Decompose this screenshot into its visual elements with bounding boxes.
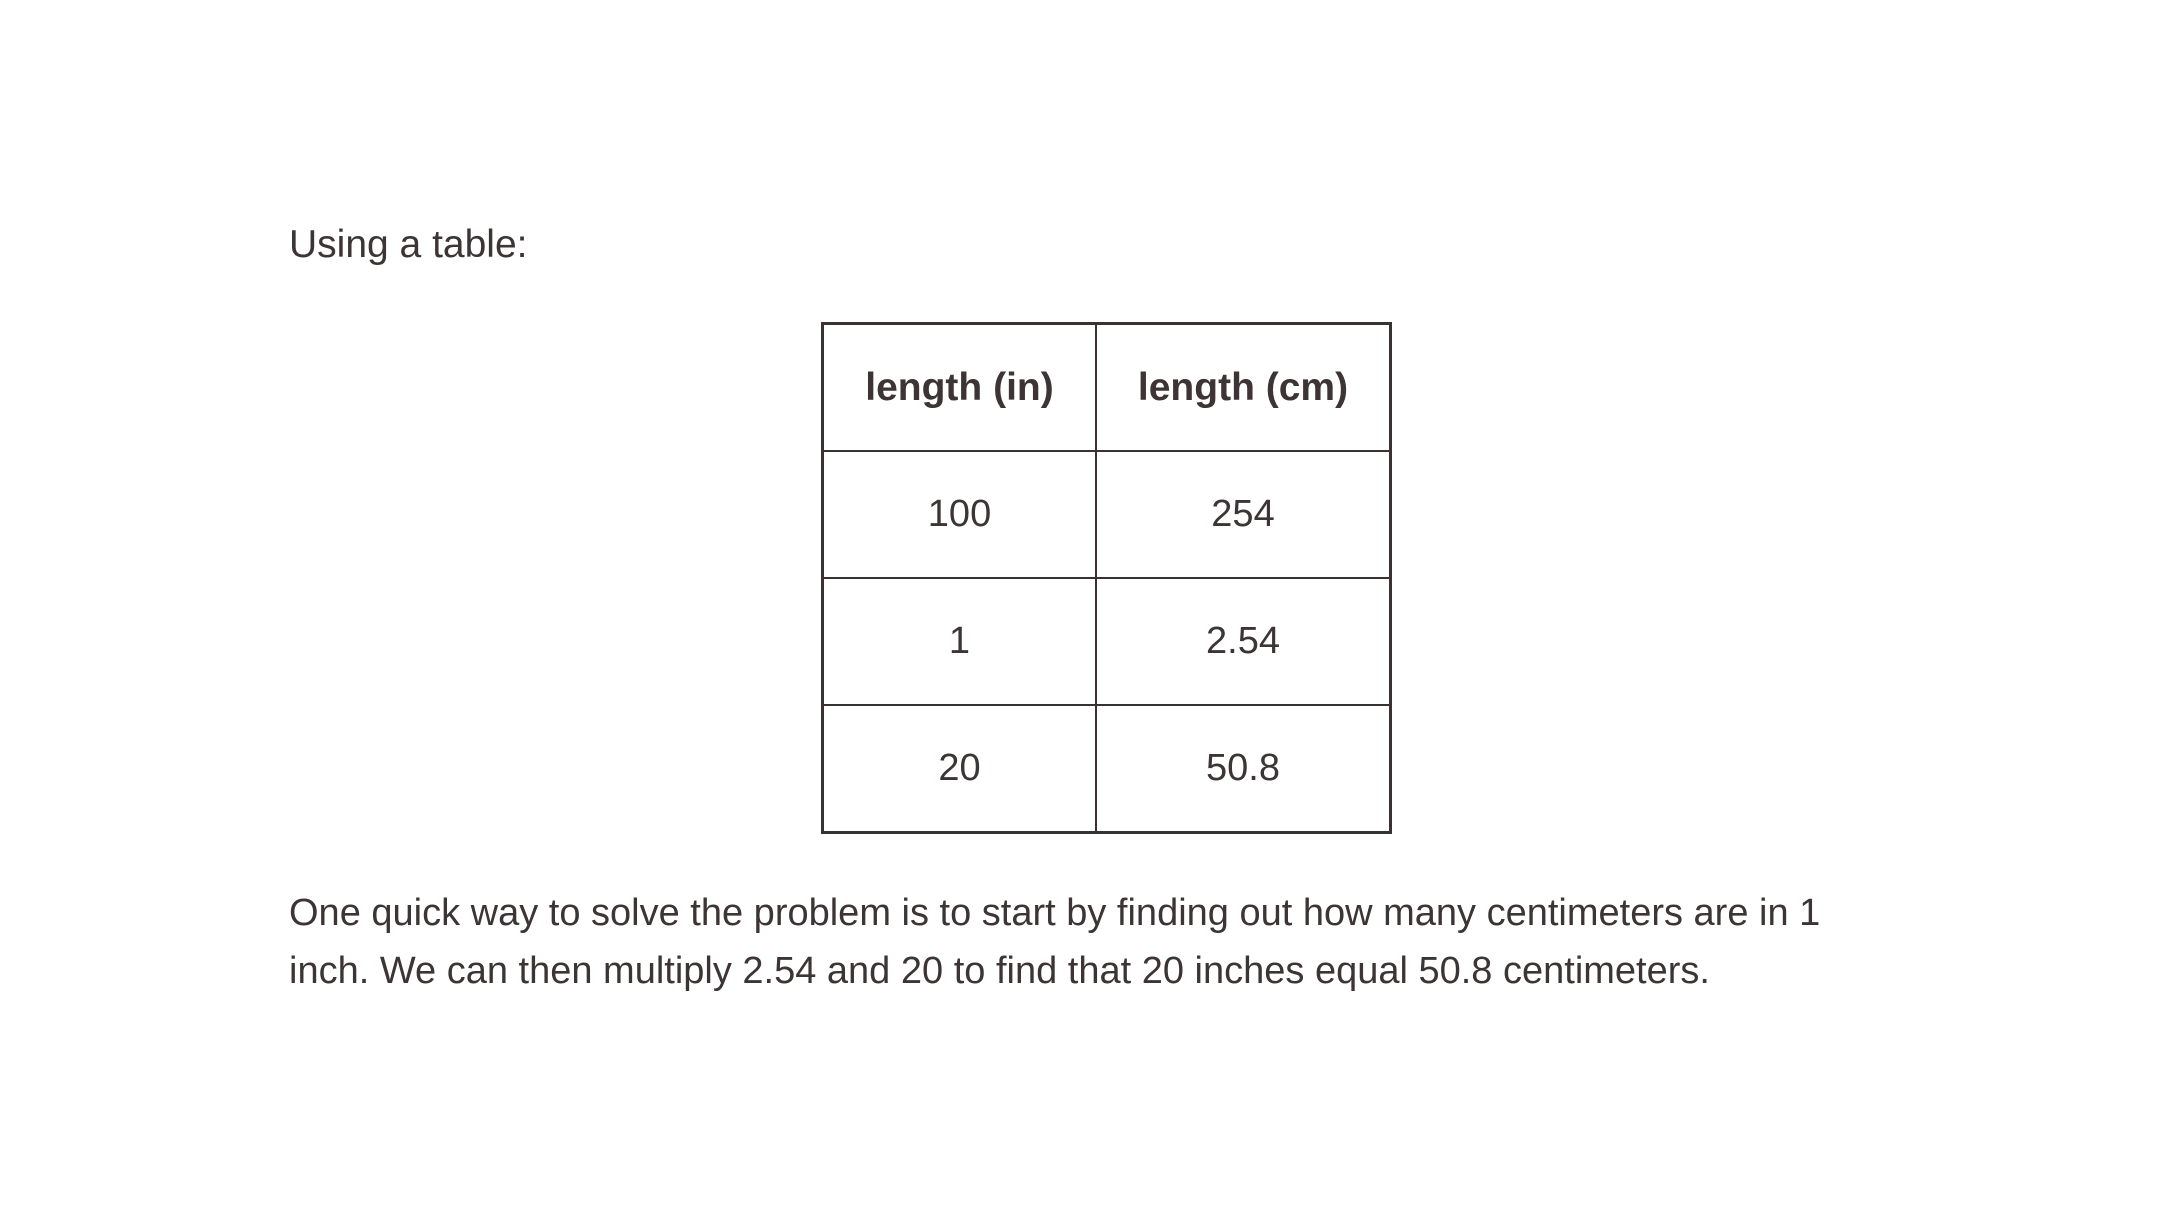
cell-inches: 20 [823,705,1097,833]
table-row [823,578,1391,705]
conversion-table [821,322,1392,834]
cell-centimeters: 254 [1096,451,1391,578]
cell-inches: 1 [823,578,1097,705]
header-length-cm: length (cm) [1096,324,1391,452]
intro-text: Using a table: [289,223,528,266]
table-header-row [823,324,1391,452]
explanation-paragraph: One quick way to solve the problem is to start by finding out how many centimeters are in 1 inch. We can then multiply 2.54 and 20 to find that 20 inches equal 50.8 centimeters. [289,892,1821,992]
table-row [823,705,1391,833]
conversion-table-container [821,322,1392,834]
cell-centimeters: 2.54 [1096,578,1391,705]
table-row [823,451,1391,578]
cell-centimeters: 50.8 [1096,705,1391,833]
cell-inches: 100 [823,451,1097,578]
header-length-in: length (in) [823,324,1097,452]
